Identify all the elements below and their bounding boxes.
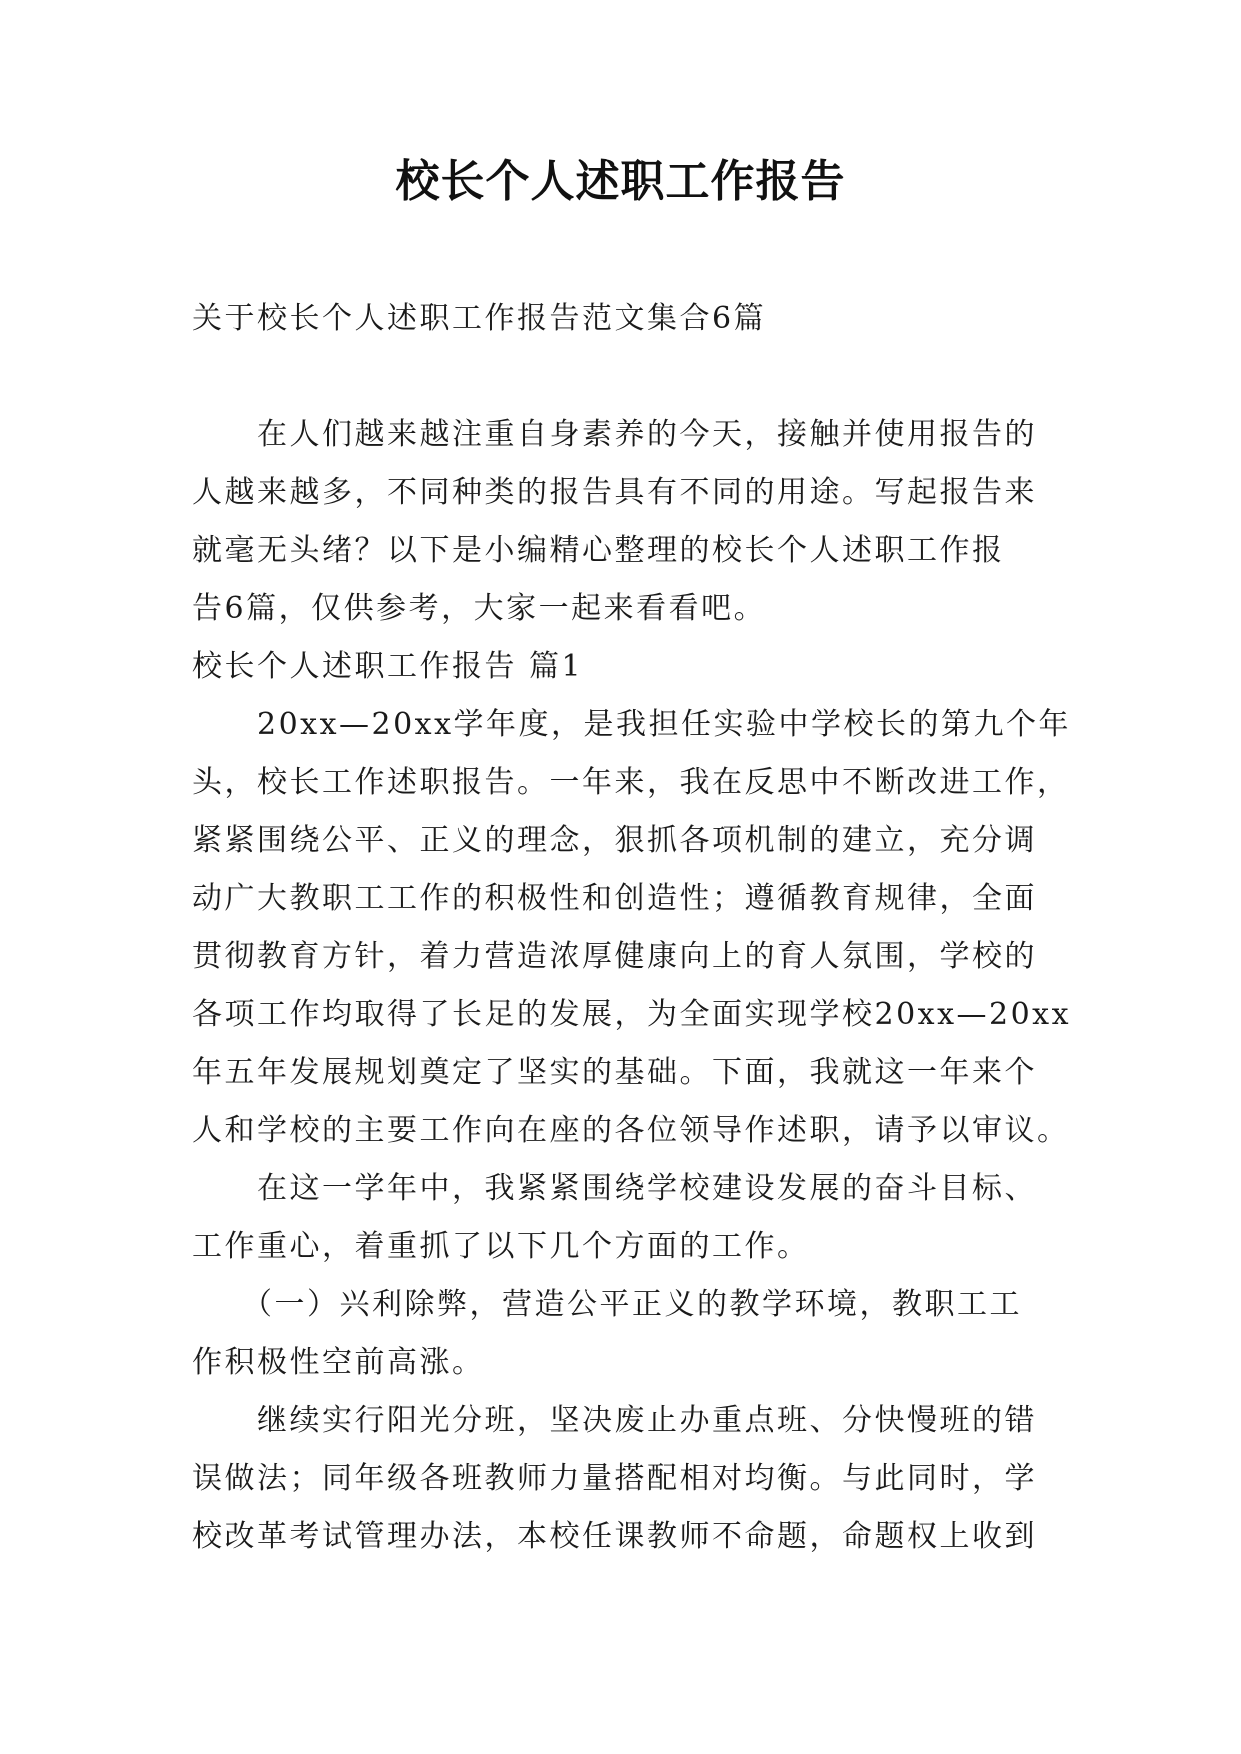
paragraph-1: [192, 696, 1072, 1160]
paragraph-3: [192, 1276, 1052, 1392]
text-line: 动广大教职工工作的积极性和创造性；遵循教育规律，全面: [192, 881, 1037, 916]
paragraph-2: [192, 1160, 1052, 1276]
text-line: 头，校长工作述职报告。一年来，我在反思中不断改进工作，: [192, 765, 1070, 800]
text-line: 各项工作均取得了长足的发展，为全面实现学校20xx—20xx: [192, 997, 1072, 1032]
text-line: 工作重心，着重抓了以下几个方面的工作。: [192, 1229, 810, 1264]
text-line: 作积极性空前高涨。: [192, 1345, 485, 1380]
text-line: 紧紧围绕公平、正义的理念，狠抓各项机制的建立，充分调: [192, 823, 1037, 858]
text-line: 校改革考试管理办法，本校任课教师不命题，命题权上收到: [192, 1519, 1037, 1554]
text-line: （一）兴利除弊，营造公平正义的教学环境，教职工工: [192, 1287, 1022, 1322]
text-line: 继续实行阳光分班，坚决废止办重点班、分快慢班的错: [192, 1403, 1037, 1438]
section-heading: 校长个人述职工作报告 篇1: [192, 649, 584, 684]
text-line: 年五年发展规划奠定了坚实的基础。下面，我就这一年来个: [192, 1055, 1037, 1090]
text-line: 在这一学年中，我紧紧围绕学校建设发展的奋斗目标、: [192, 1171, 1037, 1206]
text-line: 误做法；同年级各班教师力量搭配相对均衡。与此同时，学: [192, 1461, 1037, 1496]
text-line: 就毫无头绪？以下是小编精心整理的校长个人述职工作报: [192, 533, 1005, 568]
text-line: 告6篇，仅供参考，大家一起来看看吧。: [192, 591, 767, 626]
text-line: 20xx—20xx学年度，是我担任实验中学校长的第九个年: [192, 707, 1072, 742]
document-subtitle: 关于校长个人述职工作报告范文集合6篇: [192, 301, 767, 336]
document-title: 校长个人述职工作报告: [395, 156, 846, 207]
document-body: [192, 290, 1072, 1566]
text-line: 人越来越多，不同种类的报告具有不同的用途。写起报告来: [192, 475, 1037, 510]
paragraph-4: [192, 1392, 1052, 1566]
text-line: 贯彻教育方针，着力营造浓厚健康向上的育人氛围，学校的: [192, 939, 1037, 974]
text-line: 在人们越来越注重自身素养的今天，接触并使用报告的: [192, 417, 1037, 452]
text-line: 人和学校的主要工作向在座的各位领导作述职，请予以审议。: [192, 1113, 1070, 1148]
intro-paragraph: [192, 406, 1052, 638]
